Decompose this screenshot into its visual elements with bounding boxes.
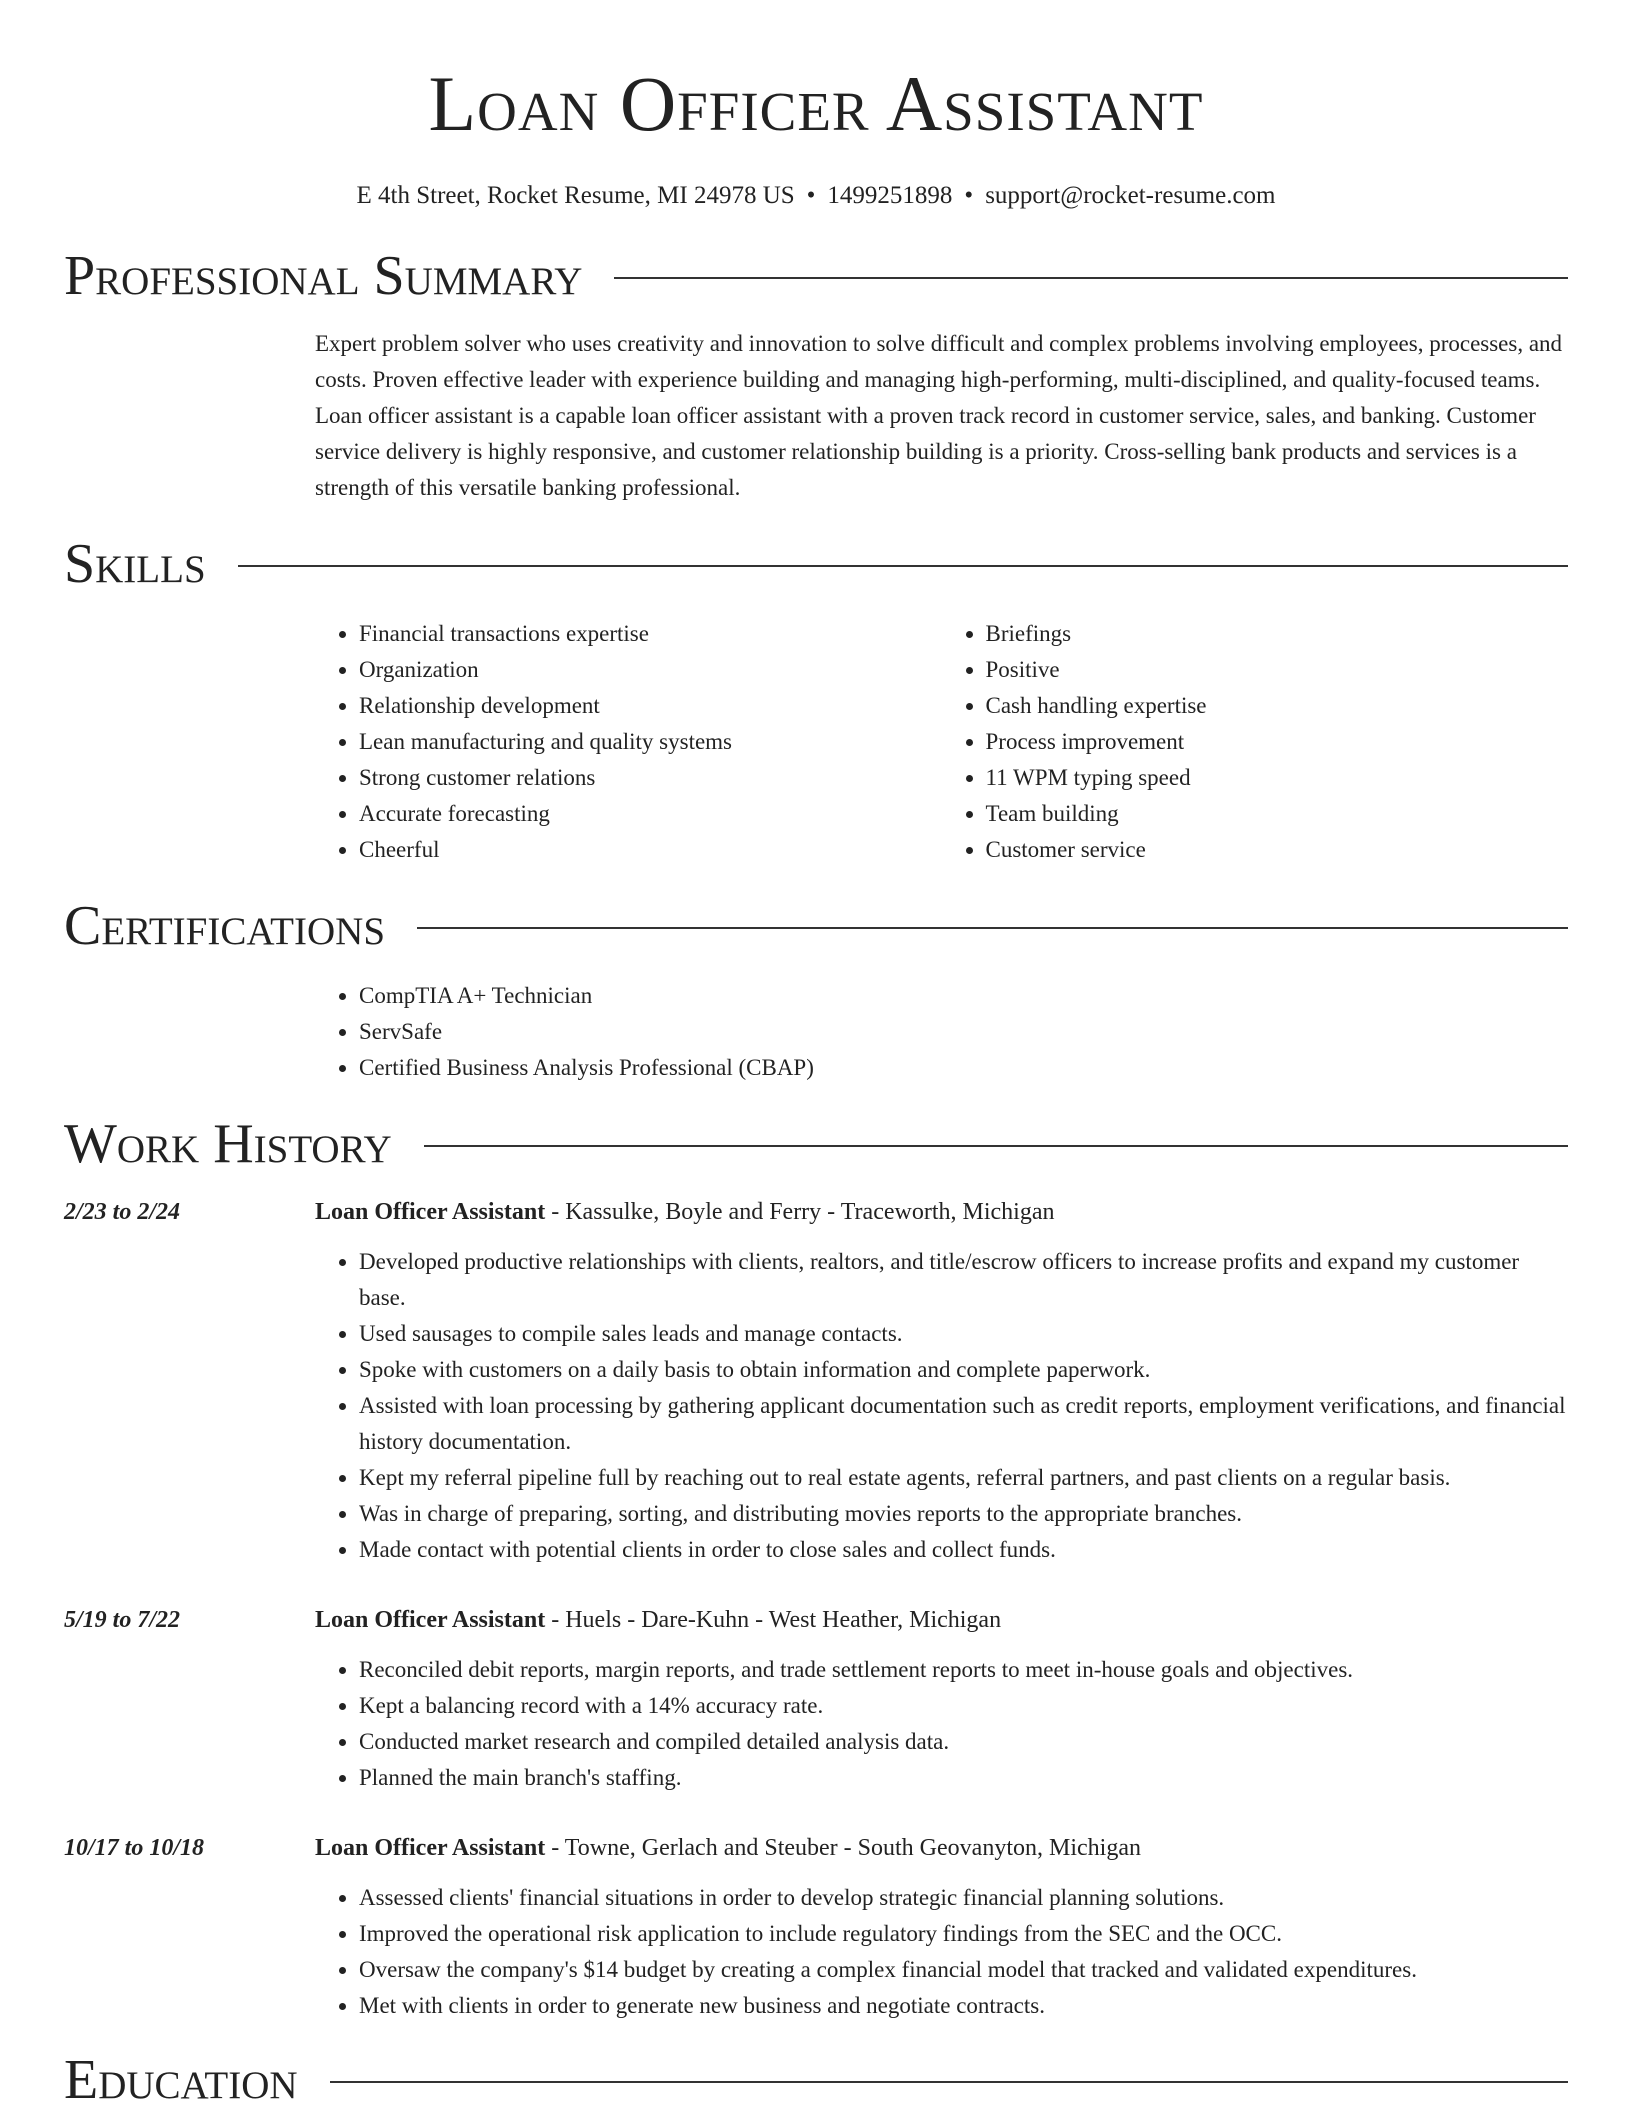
section-header	[64, 2044, 1568, 2116]
job-company: - Towne, Gerlach and Steuber - South Geovanyton, Michigan	[545, 1835, 1141, 1861]
skills-list-right	[942, 616, 1569, 868]
skill-item: • Relationship development	[359, 688, 942, 724]
job-entry	[64, 1194, 1568, 1568]
job-title: Loan Officer Assistant	[315, 1835, 546, 1861]
skill-item: • Strong customer relations	[359, 760, 942, 796]
job-dates: 2/23 to 2/24	[64, 1199, 181, 1225]
job-entry	[64, 1830, 1568, 2024]
section-title: Education	[64, 2049, 298, 2111]
job-header	[64, 1194, 1568, 1230]
job-duty: • Kept a balancing record with a 14% accuracy rate.	[359, 1688, 1568, 1724]
section-title: Professional Summary	[64, 245, 583, 307]
job-dates: 5/19 to 7/22	[64, 1607, 181, 1633]
job-duties-list	[315, 1244, 1568, 1568]
job-duties-list	[315, 1652, 1568, 1796]
certifications-section	[64, 890, 1568, 1086]
job-dates: 10/17 to 10/18	[64, 1835, 205, 1861]
job-duties-list	[315, 1880, 1568, 2024]
job-duty: • Developed productive relationships with clients, realtors, and title/escrow officers to increase profits and expand my customer base.	[359, 1244, 1568, 1316]
job-duty: • Assessed clients' financial situations in order to develop strategic financial planning solutions.	[359, 1880, 1568, 1916]
job-header	[64, 1830, 1568, 1866]
job-company: - Kassulke, Boyle and Ferry - Traceworth, Michigan	[545, 1199, 1055, 1225]
work-history-section	[64, 1108, 1568, 2024]
job-duty: • Reconciled debit reports, margin reports, and trade settlement reports to meet in-house goals and objectives.	[359, 1652, 1568, 1688]
certification-item: • Certified Business Analysis Professional (CBAP)	[359, 1050, 1568, 1086]
skill-item: • Positive	[986, 652, 1569, 688]
skills-list-left	[315, 616, 942, 868]
job-duty: • Used sausages to compile sales leads and manage contacts.	[359, 1316, 1568, 1352]
section-divider	[417, 927, 1568, 929]
certification-item: • ServSafe	[359, 1014, 1568, 1050]
skill-item: • Lean manufacturing and quality systems	[359, 724, 942, 760]
job-duty: • Was in charge of preparing, sorting, and distributing movies reports to the appropriate branches.	[359, 1496, 1568, 1532]
section-divider	[614, 277, 1568, 279]
skill-item: • Briefings	[986, 616, 1569, 652]
skill-item: • Cheerful	[359, 832, 942, 868]
summary-section	[64, 240, 1568, 506]
skill-item: • Process improvement	[986, 724, 1569, 760]
section-divider	[424, 1145, 1568, 1147]
job-title: Loan Officer Assistant	[315, 1607, 546, 1633]
summary-text: Expert problem solver who uses creativity and innovation to solve difficult and complex problems involving employees, processes, and costs. Proven effective leader with experience building and managing high-performing, multi-disciplined, and quality-focused teams. Loan officer assistant is a capable loan officer assistant with a proven track record in customer service, sales, and banking. Customer service delivery is highly responsive, and customer relationship building is a priority. Cross-selling bank products and services is a strength of this versatile banking professional.	[315, 331, 1563, 500]
job-title: Loan Officer Assistant	[315, 1199, 546, 1225]
job-duty: • Conducted market research and compiled detailed analysis data.	[359, 1724, 1568, 1760]
address: E 4th Street, Rocket Resume, MI 24978 US	[356, 182, 795, 209]
skill-item: • Team building	[986, 796, 1569, 832]
certification-item: • CompTIA A+ Technician	[359, 978, 1568, 1014]
contact-line	[64, 180, 1568, 212]
skill-item: • Organization	[359, 652, 942, 688]
job-duty: • Oversaw the company's $14 budget by creating a complex financial model that tracked and validated expenditures.	[359, 1952, 1568, 1988]
section-header	[64, 240, 1568, 312]
resume-page	[64, 0, 1568, 2116]
education-section	[64, 2044, 1568, 2116]
section-title: Skills	[64, 533, 206, 595]
email: support@rocket-resume.com	[985, 182, 1276, 209]
separator: •	[964, 182, 974, 209]
skill-item: • Customer service	[986, 832, 1569, 868]
job-duty: • Met with clients in order to generate new business and negotiate contracts.	[359, 1988, 1568, 2024]
skills-columns	[315, 616, 1568, 868]
section-header	[64, 890, 1568, 962]
skills-section	[64, 528, 1568, 868]
skill-item: • 11 WPM typing speed	[986, 760, 1569, 796]
job-duty: • Made contact with potential clients in order to close sales and collect funds.	[359, 1532, 1568, 1568]
job-duty: • Assisted with loan processing by gathering applicant documentation such as credit reports, employment verifications, and financial history documentation.	[359, 1388, 1568, 1460]
certifications-list	[315, 978, 1568, 1086]
section-divider	[330, 2081, 1568, 2083]
candidate-name: Loan Officer Assistant	[428, 60, 1204, 147]
job-duty: • Kept my referral pipeline full by reaching out to real estate agents, referral partners, and past clients on a regular basis.	[359, 1460, 1568, 1496]
job-company: - Huels - Dare-Kuhn - West Heather, Michigan	[545, 1607, 1002, 1633]
skill-item: • Financial transactions expertise	[359, 616, 942, 652]
section-title: Certifications	[64, 895, 386, 957]
job-duty: • Improved the operational risk application to include regulatory findings from the SEC and the OCC.	[359, 1916, 1568, 1952]
phone: 1499251898	[827, 182, 953, 209]
section-header	[64, 1108, 1568, 1180]
section-divider	[238, 565, 1568, 567]
job-entry	[64, 1602, 1568, 1796]
job-duty: • Spoke with customers on a daily basis to obtain information and complete paperwork.	[359, 1352, 1568, 1388]
separator: •	[806, 182, 816, 209]
skill-item: • Accurate forecasting	[359, 796, 942, 832]
job-duty: • Planned the main branch's staffing.	[359, 1760, 1568, 1796]
section-header	[64, 528, 1568, 600]
section-title: Work History	[64, 1113, 392, 1175]
skill-item: • Cash handling expertise	[986, 688, 1569, 724]
job-header	[64, 1602, 1568, 1638]
